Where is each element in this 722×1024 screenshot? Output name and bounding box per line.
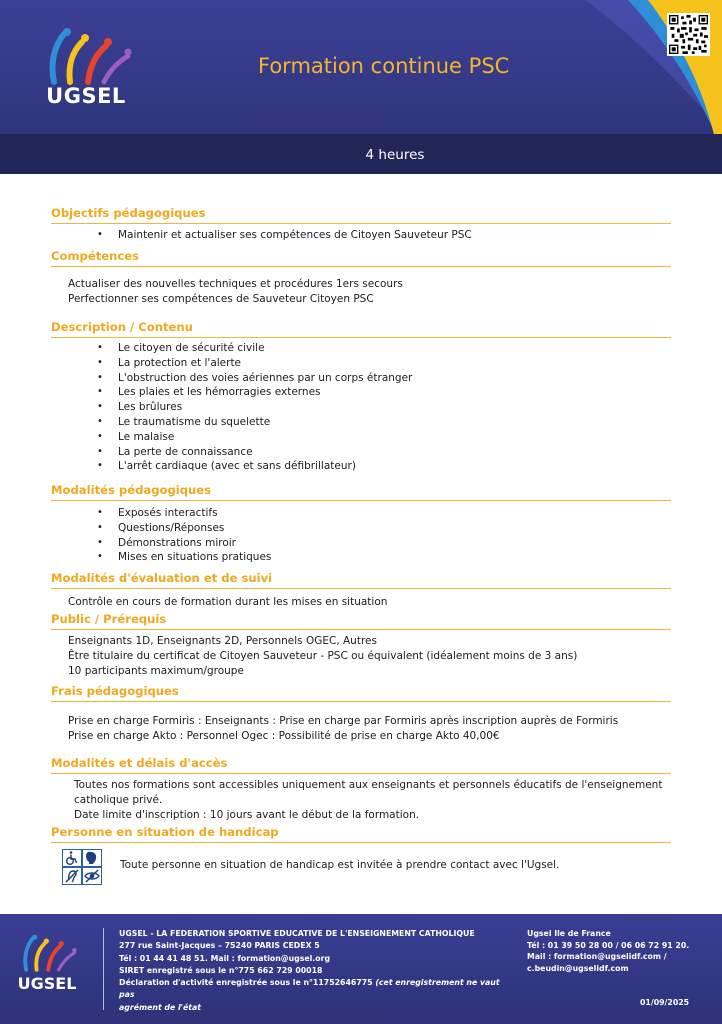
header-banner [0, 0, 722, 174]
footer-line: Mail : formation@ugselidf.com / [527, 952, 667, 962]
description-list [97, 341, 671, 474]
list-item: • Les plaies et les hémorragies externes [97, 385, 671, 400]
list-item: • Le malaise [97, 430, 671, 445]
list-item: • La protection et l'alerte [97, 356, 671, 371]
footer-line: agrément de l'état [119, 1002, 202, 1012]
list-item: • Questions/Réponses [97, 521, 671, 536]
qr-code-pattern [669, 15, 708, 54]
section-title-public: Public / Prérequis [51, 612, 671, 630]
section-description [51, 320, 671, 474]
list-item: • Le traumatisme du squelette [97, 415, 671, 430]
section-frais [51, 684, 671, 744]
frais-text [68, 714, 671, 744]
section-objectifs [51, 206, 671, 243]
list-item: • L'arrêt cardiaque (avec et sans défibrillateur) [97, 459, 671, 474]
footer-line: UGSEL - LA FEDERATION SPORTIVE EDUCATIVE DE L'ENSEIGNEMENT CATHOLIQUE [119, 929, 475, 938]
text-line: Contrôle en cours de formation durant les mises en situation [68, 596, 388, 608]
modalites-list [97, 506, 671, 565]
text-line: Enseignants 1D, Enseignants 2D, Personnels OGEC, Autres [68, 635, 377, 647]
footer-line: Tél : 01 44 41 48 51. Mail : formation@ugsel.org [119, 953, 331, 963]
competences-text [68, 277, 671, 307]
section-acces [51, 756, 671, 823]
section-modalites-pedagogiques [51, 483, 671, 565]
section-title-frais: Frais pédagogiques [51, 684, 671, 702]
section-title-handicap: Personne en situation de handicap [51, 825, 671, 843]
footer-line: Ugsel Ile de France [527, 929, 611, 938]
list-item: • L'obstruction des voies aériennes par un corps étranger [97, 371, 671, 386]
footer-declaration: Déclaration d'activité enregistrée sous le n°11752646775 [119, 978, 373, 988]
footer-date: 01/09/2025 [640, 998, 690, 1007]
list-item: • Mises en situations pratiques [97, 550, 671, 565]
text-line: Être titulaire du certificat de Citoyen Sauveteur - PSC ou équivalent (idéalement moins de 3 ans) [68, 650, 578, 662]
footer-line: c.beudin@ugselidf.com [527, 963, 629, 973]
section-evaluation [51, 571, 671, 610]
section-title-competences: Compétences [51, 249, 671, 267]
section-public [51, 612, 671, 679]
ugsel-logo-text: UGSEL [46, 84, 126, 108]
text-line: Date limite d'inscription : 10 jours avant le début de la formation. [74, 809, 420, 821]
list-item: • Le citoyen de sécurité civile [97, 341, 671, 356]
footer-federation-info [119, 928, 509, 1014]
section-title-description: Description / Contenu [51, 320, 671, 338]
text-line: Toutes nos formations sont accessibles uniquement aux enseignants et personnels éducatifs de l'enseignement [74, 779, 663, 791]
text-line: Prise en charge Formiris : Enseignants : Prise en charge par Formiris après inscription auprès de Formiris [68, 715, 619, 727]
text-line: Perfectionner ses compétences de Sauveteur Citoyen PSC [68, 293, 374, 305]
section-handicap [51, 825, 671, 843]
section-title-evaluation: Modalités d'évaluation et de suivi [51, 571, 671, 589]
list-item: • Maintenir et actualiser ses compétences de Citoyen Sauveteur PSC [97, 228, 671, 243]
evaluation-text [68, 595, 671, 610]
footer-line: 277 rue Saint-Jacques – 75240 PARIS CEDEX 5 [119, 941, 320, 951]
handicap-text: Toute personne en situation de handicap est invitée à prendre contact avec l'Ugsel. [120, 859, 560, 871]
section-competences [51, 249, 671, 307]
ugsel-footer-logo-text: UGSEL [17, 974, 77, 993]
footer-line: Tél : 01 39 50 28 00 / 06 06 72 91 20. [527, 940, 690, 950]
list-item: • Exposés interactifs [97, 506, 671, 521]
text-line: Prise en charge Akto : Personnel Ogec : Possibilité de prise en charge Akto 40,00€ [68, 730, 500, 742]
text-line: catholique privé. [74, 794, 163, 806]
accessibility-icons [62, 849, 102, 885]
list-item: • Les brûlures [97, 400, 671, 415]
section-title-objectifs: Objectifs pédagogiques [51, 206, 671, 224]
objectifs-list [97, 228, 671, 243]
page-title: Formation continue PSC [258, 54, 510, 78]
footer-declaration-note: (cet enregistrement ne vaut pas [119, 978, 500, 1000]
duration-label: 4 heures [365, 147, 425, 163]
list-item: • La perte de connaissance [97, 445, 671, 460]
list-item: • Démonstrations miroir [97, 536, 671, 551]
footer-divider [103, 928, 104, 1010]
footer-regional-contact [527, 928, 717, 974]
acces-text [74, 778, 671, 823]
footer [0, 914, 722, 1024]
qr-code-icon[interactable] [667, 13, 710, 56]
text-line: 10 participants maximum/groupe [68, 665, 244, 677]
section-title-modalites-pedagogiques: Modalités pédagogiques [51, 483, 671, 501]
footer-line [119, 977, 509, 1002]
text-line: Actualiser des nouvelles techniques et procédures 1ers secours [68, 278, 403, 290]
section-title-acces: Modalités et délais d'accès [51, 756, 671, 774]
footer-line: SIRET enregistré sous le n°775 662 729 00018 [119, 965, 323, 975]
public-text [68, 634, 671, 679]
